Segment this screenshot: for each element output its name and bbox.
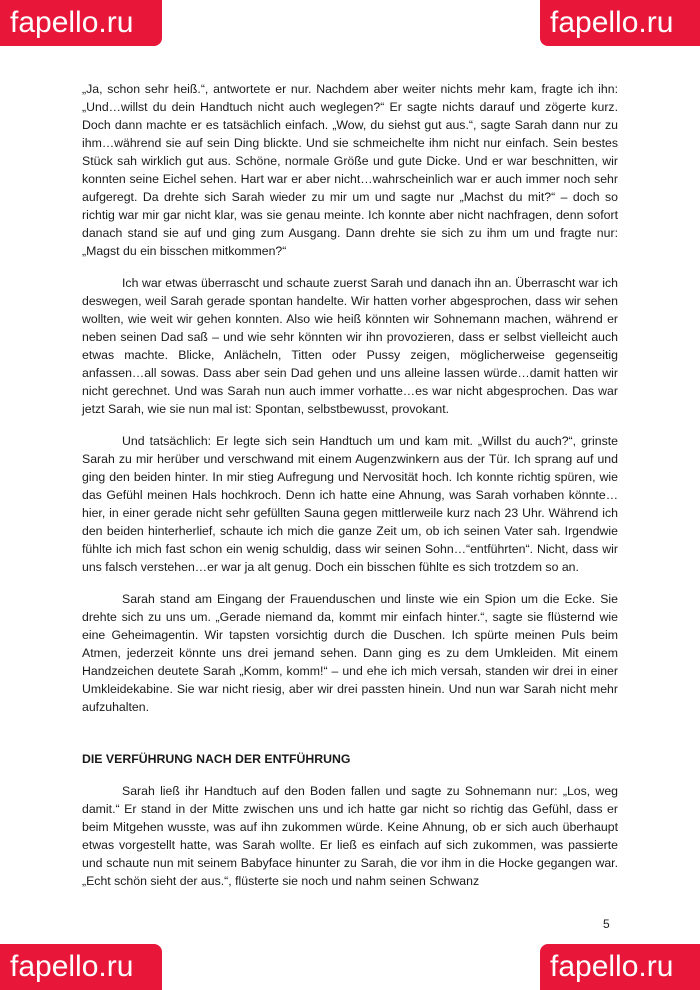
paragraph-2: Ich war etwas überrascht und schaute zuerst Sarah und danach ihn an. Überrascht war ich deswegen, weil Sarah gerade spontan handelte. Wir hatten vorher abgesprochen, dass wir sehen wollten, wie weit wir gehen konnten. Also wie heiß könnten wir Sohnemann machen, während er neben seinen Dad saß – und wie sehr könnten wir ihn provozieren, dass er selbst vielleicht auch etwas machte. Blicke, Anlächeln, Titten oder Pussy zeigen, möglicherweise gegenseitig anfassen…all sowas. Dass aber sein Dad gehen und uns alleine lassen würde…damit hatten wir nicht gerechnet. Und was Sarah nun auch immer vorhatte…es war nicht abgesprochen. Das war jetzt Sarah, wie sie nun mal ist: Spontan, selbstbewusst, provokant. bbox=[82, 276, 618, 416]
watermark-bottom-left: fapello.ru bbox=[0, 944, 162, 990]
watermark-bottom-right: fapello.ru bbox=[540, 944, 700, 990]
section-heading: DIE VERFÜHRUNG NACH DER ENTFÜHRUNG bbox=[82, 752, 351, 766]
paragraph-5: Sarah ließ ihr Handtuch auf den Boden fallen und sagte zu Sohnemann nur: „Los, weg damit.“ Er stand in der Mitte zwischen uns und ich hatte gar nicht so richtig das Gefühl, dass er beim Mitgehen wusste, was auf ihn zukommen würde. Keine Ahnung, ob er sich auch überhaupt etwas vorgestellt hatte, was Sarah wollte. Er ließ es einfach auf sich zukommen, was passierte und schaute nun mit seinem Babyface hinunter zu Sarah, die vor ihm in die Hocke gegangen war. „Echt schön sieht der aus.“, flüsterte sie noch und nahm seinen Schwanz bbox=[82, 784, 618, 888]
paragraph-1: „Ja, schon sehr heiß.“, antwortete er nur. Nachdem aber weiter nichts mehr kam, fragte ich ihn: „Und…willst du dein Handtuch nicht auch weglegen?“ Er sagte nichts darauf und zögerte kurz. Doch dann machte er es tatsächlich einfach. „Wow, du siehst gut aus.“, sagte Sarah dann nur zu ihm…während sie auf sein Ding blickte. Und sie schmeichelte ihm nicht nur einfach. Sein bestes Stück sah wirklich gut aus. Schöne, normale Größe und gute Dicke. Und er war beschnitten, wir konnten seine Eichel sehen. Hart war er aber nicht…wahrscheinlich war er auch immer noch sehr aufgeregt. Da drehte sich Sarah wieder zu mir um und sagte nur „Machst du mit?“ – doch so richtig war mir gar nicht klar, was sie genau meinte. Ich konnte aber nicht nachfragen, denn sofort danach stand sie auf und ging zum Ausgang. Dann drehte sie sich zu ihm um und fragte nur: „Magst du ein bisschen mitkommen?“ bbox=[82, 82, 618, 258]
paragraph-3: Und tatsächlich: Er legte sich sein Handtuch um und kam mit. „Willst du auch?“, grinste Sarah zu mir herüber und verschwand mit einem Augenzwinkern aus der Tür. Ich sprang auf und ging den beiden hinter. In mir stieg Aufregung und Nervosität hoch. Ich konnte richtig spüren, wie das Gefühl meinen Hals hochkroch. Denn ich hatte eine Ahnung, was Sarah vorhaben könnte…hier, in einer gerade nicht sehr gefüllten Sauna gegen mittlerweile kurz nach 23 Uhr. Während ich den beiden hinterherlief, schaute ich mich die ganze Zeit um, ob ich seinen Vater sah. Irgendwie fühlte ich mich fast schon ein wenig schuldig, dass wir seinen Sohn…“entführten“. Nicht, dass wir uns falsch verstehen…er war ja alt genug. Doch ein bisschen fühlte es sich trotzdem so an. bbox=[82, 434, 618, 574]
watermark-top-left: fapello.ru bbox=[0, 0, 162, 46]
watermark-top-right: fapello.ru bbox=[540, 0, 700, 46]
document-page bbox=[82, 80, 618, 904]
page-number: 5 bbox=[603, 917, 610, 931]
paragraph-4: Sarah stand am Eingang der Frauenduschen und linste wie ein Spion um die Ecke. Sie drehte sich zu uns um. „Gerade niemand da, kommt mir einfach hinter.“, sagte sie flüsternd wie eine Geheimagentin. Wir tapsten vorsichtig durch die Duschen. Ich spürte meinen Puls beim Atmen, jederzeit könnte uns drei jemand sehen. Dann ging es zu dem Umkleiden. Mit einem Handzeichen deutete Sarah „Komm, komm!“ – und ehe ich mich versah, standen wir drei in einer Umkleidekabine. Sie war nicht riesig, aber wir drei passten hinein. Und nun war Sarah nicht mehr aufzuhalten. bbox=[82, 592, 618, 714]
